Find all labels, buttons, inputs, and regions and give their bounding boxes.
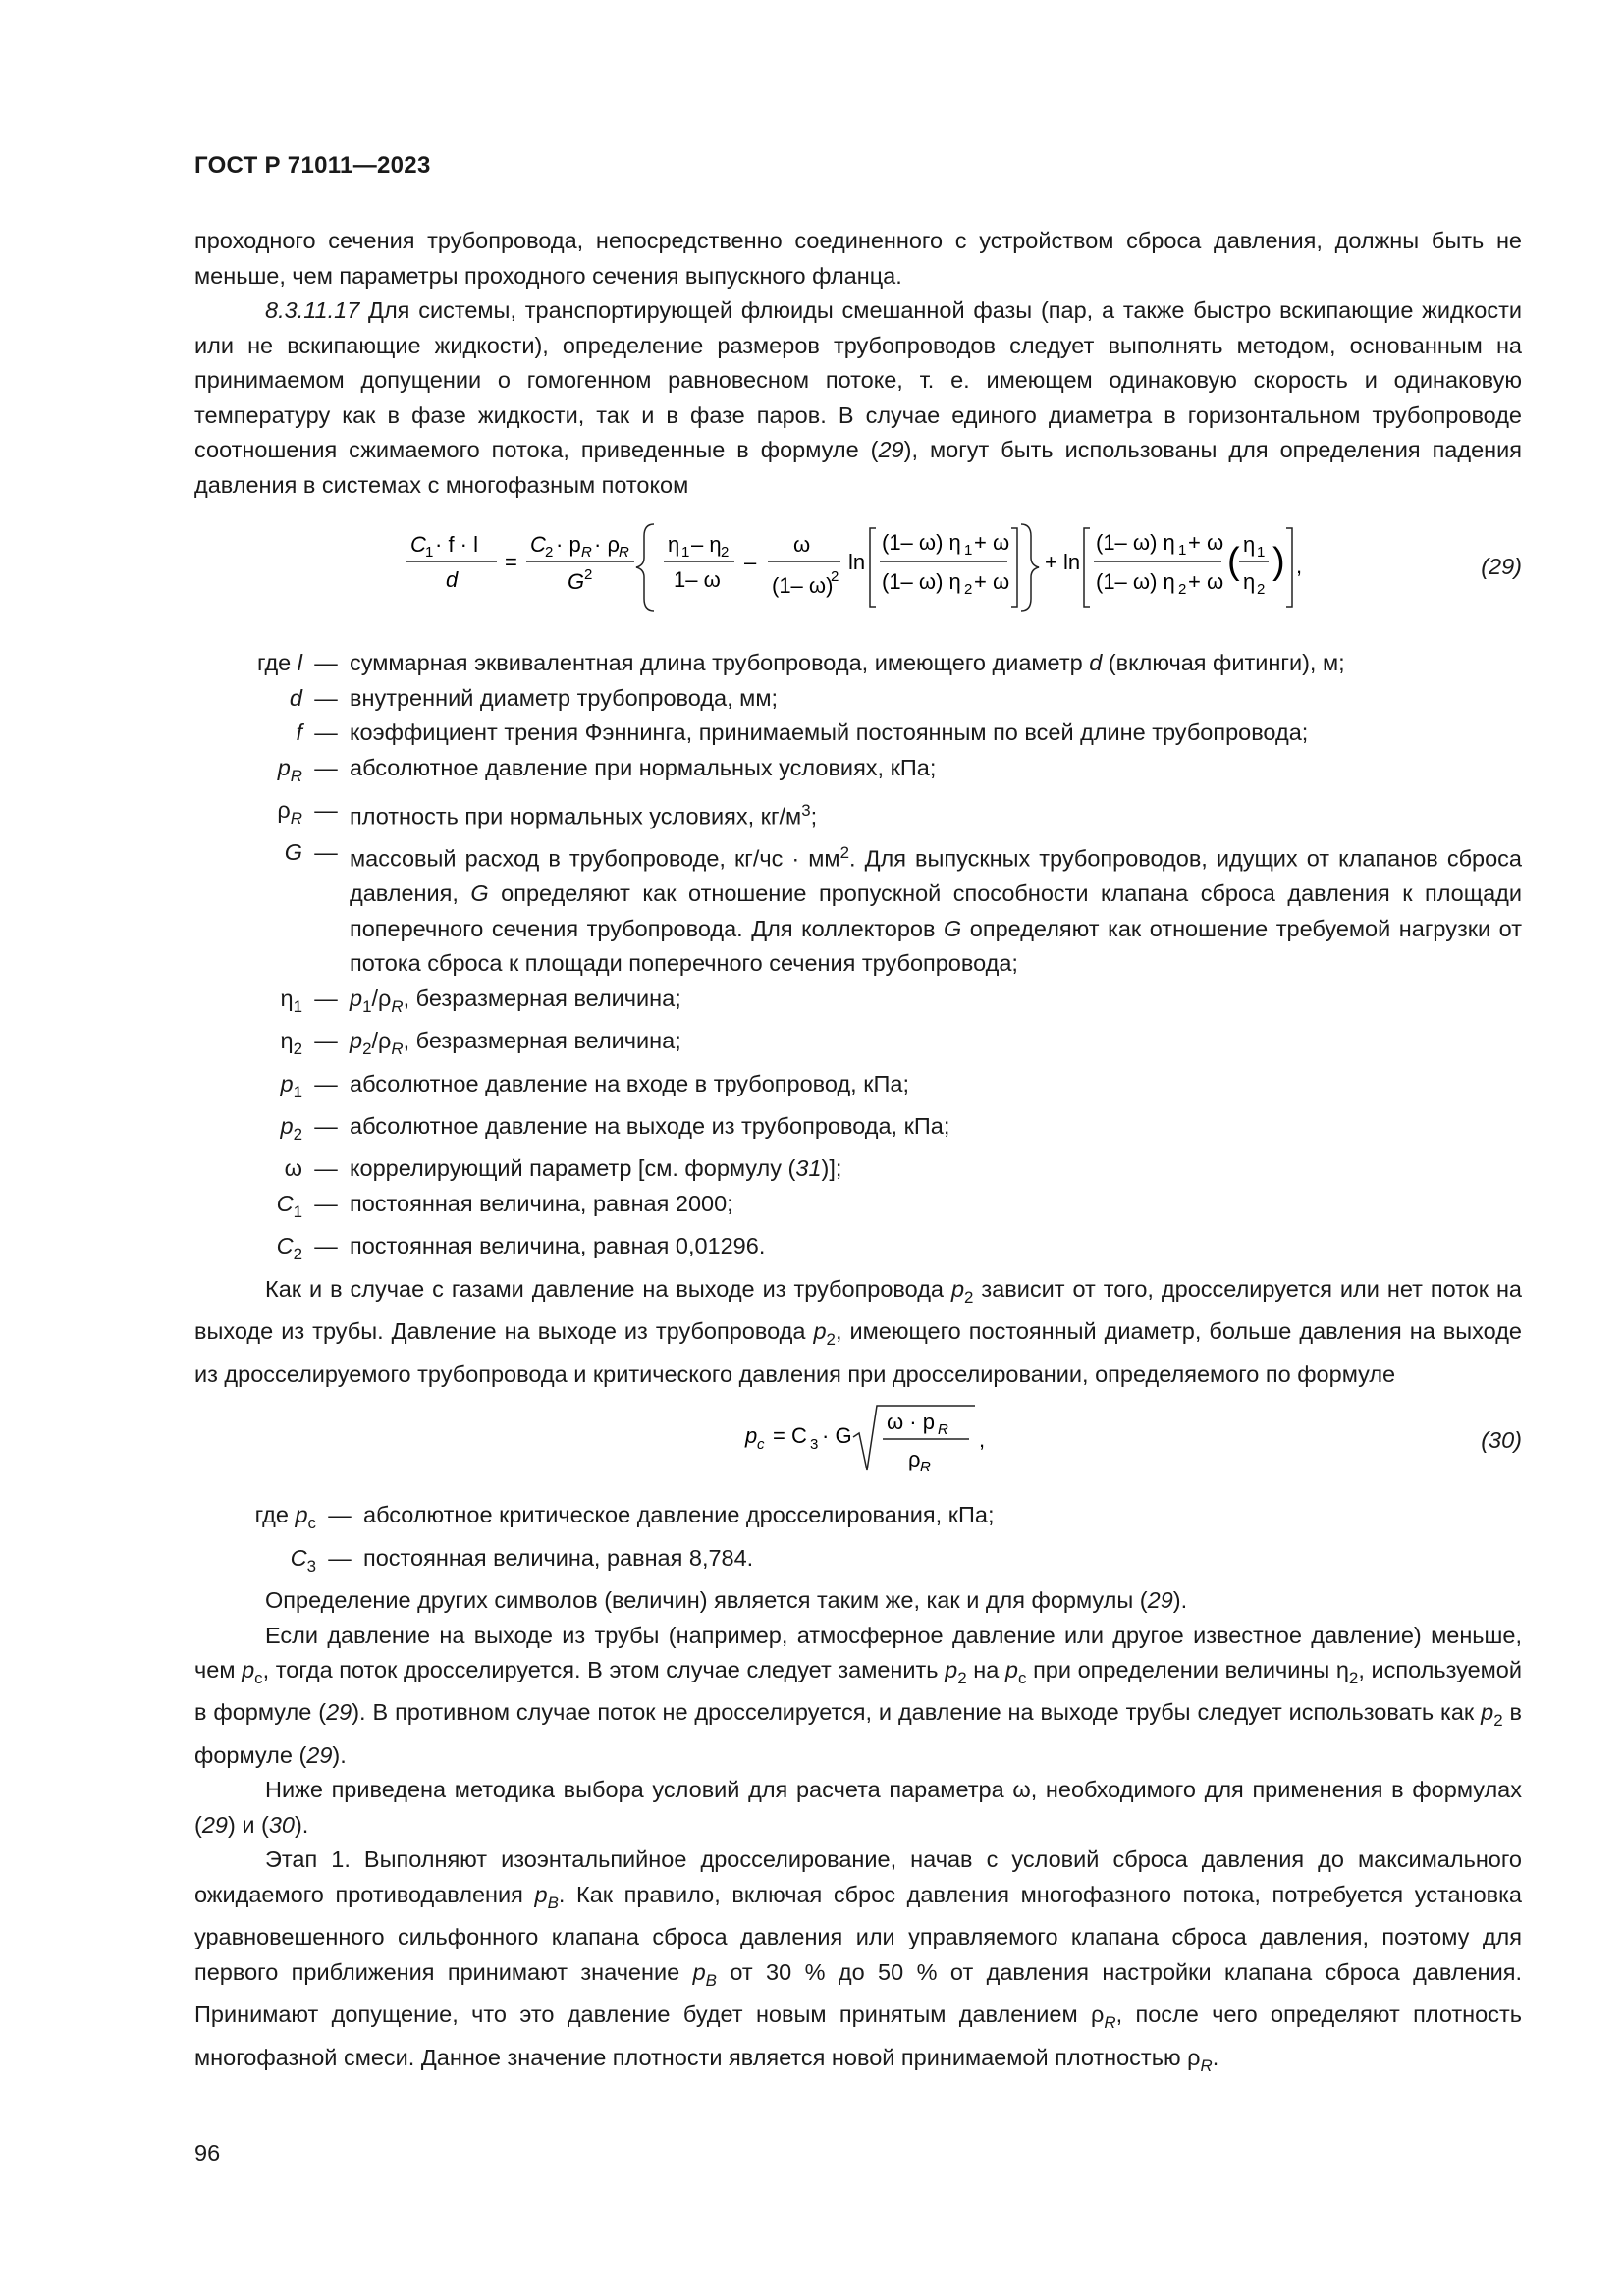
definition-row: $\eta_2$ — $p_2/\rho_R$, безразмерная величина; xyxy=(280,1028,681,1059)
definition-row: $\rho_R$ — плотность при нормальных условиях, $кг/м^3$; xyxy=(277,796,818,829)
clause-paragraph xyxy=(194,294,1522,503)
clause-text: Для системы, транспортирующей флюиды смешанной фазы (пар, а также быстро вскипающие жидкости или не вскипающие жидкости), определение размеров трубопроводов следует выполнять методом, основанным на принимаемом допущении о гомогенном равновесном потоке, т. е. имеющем одинаковую скорость и одинаковую температуру как в фазе жидкости, так и в фазе паров. В случае единого диаметра в горизонтальном трубопроводе соотношения сжимаемого потока, приведенные в формуле ( xyxy=(194,297,1522,462)
svg-text:1: 1 xyxy=(964,542,973,559)
svg-text:2: 2 xyxy=(584,566,593,583)
svg-text:1– ω: 1– ω xyxy=(674,567,721,592)
document-header: ГОСТ Р 71011—2023 xyxy=(194,152,431,179)
svg-text:c: c xyxy=(757,1436,765,1454)
svg-text:η: η xyxy=(1243,532,1256,557)
definition-row: $C_1$ — постоянная величина, равная 2000; xyxy=(276,1190,733,1221)
gas-paragraph: Как и в случае с газами давление на выходе из трубопровода $p_2$ зависит от того, дросселируется или нет поток на выходе из трубы. Давление на выходе из трубопровода $p_2$, имеющего постоянный диаметр, больше давления на выходе из дросселируемого трубопровода и критического давления при дросселировании, определяемого по формуле xyxy=(194,1275,1522,1387)
definition-row: G — массовый расход в трубопроводе, $кг/чс \cdot мм^2$. Для выпускных трубопроводов, идущих от клапанов сброса давления, G определяют как отношение пропускной способности клапана сброса давления к площади поперечного сечения трубопровода. Для коллекторов G определяют как отношение требуемой нагрузки от потока сброса к площади поперечного сечения трубопровода; xyxy=(284,839,1522,977)
svg-text:ln: ln xyxy=(848,550,866,574)
method-paragraph: Ниже приведена методика выбора условий для расчета параметра ω, необходимого для применения в формулах (29) и (30). xyxy=(194,1777,1522,1838)
formula-29-graphic xyxy=(391,503,1422,632)
formula-30-graphic xyxy=(739,1392,1054,1490)
svg-text:1: 1 xyxy=(1178,542,1187,559)
svg-text:2: 2 xyxy=(545,544,554,561)
svg-text:p: p xyxy=(745,1423,758,1449)
svg-text:+ ω: + ω xyxy=(1188,530,1224,555)
svg-text:,: , xyxy=(979,1427,986,1453)
svg-text:ω · p: ω · p xyxy=(887,1410,935,1435)
svg-text:2: 2 xyxy=(831,568,839,585)
definition-row: $\eta_1$ — $p_1/\rho_R$, безразмерная величина; xyxy=(280,985,681,1016)
formula-ref: 29 xyxy=(878,437,904,462)
svg-text:+ ω: + ω xyxy=(1188,569,1224,594)
svg-text:+ ln: + ln xyxy=(1045,550,1081,574)
svg-text:R: R xyxy=(619,544,629,561)
svg-text:(1– ω): (1– ω) xyxy=(772,573,834,598)
formula-30-number: (30) xyxy=(1481,1427,1522,1454)
svg-text:G: G xyxy=(568,569,585,594)
svg-text:= C: = C xyxy=(773,1423,807,1449)
svg-text:ρ: ρ xyxy=(908,1447,921,1472)
svg-text:(1– ω) η: (1– ω) η xyxy=(882,569,961,594)
svg-text:2: 2 xyxy=(1178,581,1187,598)
formula-30 xyxy=(194,1392,1522,1490)
svg-text:– η: – η xyxy=(691,532,722,557)
svg-text:ω: ω xyxy=(793,532,811,557)
svg-text:(1– ω) η: (1– ω) η xyxy=(1096,569,1175,594)
svg-text:): ) xyxy=(1272,541,1285,582)
definition-row: $p_2$ — абсолютное давление на выходе из трубопровода, кПа; xyxy=(280,1113,950,1144)
svg-text:· f · l: · f · l xyxy=(435,532,478,557)
intro-paragraph: проходного сечения трубопровода, непосредственно соединенного с устройством сброса давления, должны быть не меньше, чем параметры проходного сечения выпускного фланца. xyxy=(194,228,1522,289)
formula-29 xyxy=(194,503,1522,632)
definition-row: d — внутренний диаметр трубопровода, мм; xyxy=(289,684,779,711)
svg-text:2: 2 xyxy=(964,581,973,598)
svg-text:d: d xyxy=(446,567,459,592)
svg-text:1: 1 xyxy=(425,544,434,561)
definition-row: ω — коррелирующий параметр [см. формулу (31)]; xyxy=(284,1155,842,1182)
body-block-1 xyxy=(194,224,1522,2083)
clause-number: 8.3.11.17 xyxy=(265,297,360,323)
stage1-paragraph: Этап 1. Выполняют изоэнтальпийное дросселирование, начав с условий сброса давления до максимального ожидаемого противодавления $p_B$. Как правило, включая сброс давления многофазного потока, потребуется установка уравновешенного сильфонного клапана сброса давления или управляемого клапана сброса давления, поэтому для первого приближения принимают значение $p_B$ от 30 % до 50 % от давления настройки клапана сброса давления. Принимают допущение, что это давление будет новым принятым давлением $\rho_R$, после чего определяют плотность многофазной смеси. Данное значение плотности является новой принимаемой плотностью $\rho_R$. xyxy=(194,1846,1522,2075)
svg-text:,: , xyxy=(1296,554,1303,578)
svg-text:· G: · G xyxy=(822,1423,852,1449)
definition-row: $p_1$ — абсолютное давление на входе в трубопровод, кПа; xyxy=(280,1070,909,1101)
definition-row: где $p_c$ — абсолютное критическое давление дросселирования, кПа; xyxy=(254,1502,995,1533)
svg-text:R: R xyxy=(581,544,592,561)
svg-text:+ ω: + ω xyxy=(974,530,1010,555)
svg-text:η: η xyxy=(1243,569,1256,594)
page-number: 96 xyxy=(194,2140,221,2165)
formula-29-number: (29) xyxy=(1481,554,1522,579)
svg-text:=: = xyxy=(505,550,517,574)
definition-row: где l — суммарная эквивалентная длина трубопровода, имеющего диаметр d (включая фитинги), м; xyxy=(256,650,1345,675)
svg-text:η: η xyxy=(668,532,680,557)
svg-text:R: R xyxy=(920,1459,931,1476)
definition-row: $C_3$ — постоянная величина, равная 8,784. xyxy=(290,1544,754,1575)
svg-text:+ ω: + ω xyxy=(974,569,1010,594)
svg-text:C: C xyxy=(530,532,546,557)
if-pressure-paragraph: Если давление на выходе из трубы (например, атмосферное давление или другое известное давление) меньше, чем $p_c$, тогда поток дросселируется. В этом случае следует заменить $p_2$ на $p_c$ при определении величины $\eta_2$, используемой в формуле (29). В противном случае поток не дросселируется, и давление на выходе трубы следует использовать как $p_2$ в формуле (29). xyxy=(194,1622,1523,1768)
svg-text:C: C xyxy=(410,532,426,557)
svg-text:2: 2 xyxy=(1257,581,1266,598)
svg-text:(1– ω) η: (1– ω) η xyxy=(1096,530,1175,555)
svg-text:1: 1 xyxy=(681,544,690,561)
svg-text:–: – xyxy=(744,550,757,574)
svg-text:· p: · p xyxy=(556,532,581,557)
svg-text:(1– ω) η: (1– ω) η xyxy=(882,530,961,555)
svg-text:R: R xyxy=(938,1421,948,1439)
svg-text:1: 1 xyxy=(1257,544,1266,561)
definition-row: f — коэффициент трения Фэннинга, принимаемый постоянным по всей длине трубопровода; xyxy=(296,720,1309,745)
definitions-30 xyxy=(194,1498,1522,1583)
svg-text:(: ( xyxy=(1227,541,1240,582)
svg-text:· ρ: · ρ xyxy=(594,532,620,557)
clause-text-end: ), могут быть использованы для определения падения давления в системах с многофазным потоком xyxy=(194,437,1522,498)
svg-text:2: 2 xyxy=(721,544,730,561)
definition-row: $C_2$ — постоянная величина, равная 0,01296. xyxy=(276,1233,766,1264)
definition-row: $p_R$ — абсолютное давление при нормальных условиях, кПа; xyxy=(277,754,937,785)
svg-text:3: 3 xyxy=(810,1436,819,1454)
other-symbols-paragraph: Определение других символов (величин) является таким же, как и для формулы (29). xyxy=(265,1587,1188,1614)
definitions-29 xyxy=(194,646,1522,1272)
